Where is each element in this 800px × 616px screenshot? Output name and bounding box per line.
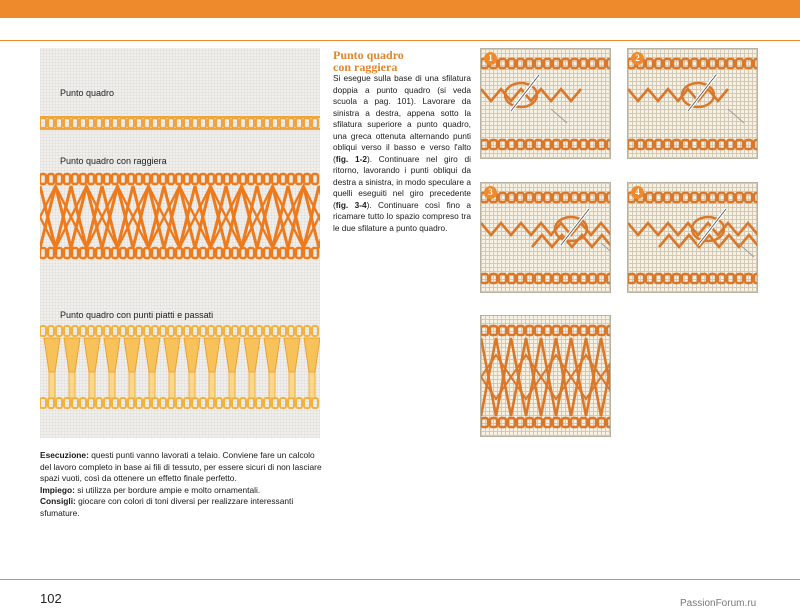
- diagram-4-drawing: [628, 183, 758, 293]
- body-text-part3: ). Continuare così fino a ricamare tutto lo spazio compreso tra le due sfilature a punto quadro.: [333, 199, 471, 233]
- top-accent-bar: [0, 0, 800, 18]
- section-title-line2: con raggiera: [333, 60, 398, 74]
- diagram-step-1: [480, 48, 611, 159]
- use-note: [40, 485, 322, 497]
- watermark: PassionForum.ru: [680, 598, 757, 609]
- diagram-step-3: [480, 182, 611, 293]
- sample-band-raggiera: [40, 172, 320, 262]
- diagram-number-badge: 3: [484, 186, 497, 199]
- embroidery-sample-photo: [40, 48, 320, 438]
- execution-label: Esecuzione:: [40, 450, 89, 460]
- diagram-number-badge: 4: [631, 186, 644, 199]
- body-text-part2: ). Continuare nel giro di ritorno, lavorando i punti obliqui da destra a sinistra, in modo speculare a quelli eseguiti nel giro precedente (: [333, 153, 471, 210]
- section-title: [333, 49, 473, 73]
- body-text-part1: Si esegue sulla base di una sfilatura doppia a punto quadro (si veda scuola a pag. 101). Lavorare da sinistra a destra, appena sotto la sfilatura superiore a punto quadro, una greca ottenuta alternando punti obliqui verso il basso e verso l'alto (: [333, 73, 471, 164]
- diagram-3-drawing: [481, 183, 611, 293]
- section-title-line1: Punto quadro: [333, 48, 404, 62]
- tips-text: giocare con colori di toni diversi per realizzare interessanti sfumature.: [40, 496, 294, 518]
- footer-rule: [0, 579, 800, 580]
- diagram-step-2: [627, 48, 758, 159]
- diagram-number-badge: 2: [631, 52, 644, 65]
- section-body: [333, 73, 471, 234]
- notes-block: [40, 450, 322, 520]
- diagram-finished: [480, 315, 611, 437]
- sample-label-punti-piatti: Punto quadro con punti piatti e passati: [60, 310, 214, 320]
- sample-band-punti-piatti: [40, 324, 320, 414]
- sample-band-punto-quadro: [40, 114, 320, 132]
- execution-note: [40, 450, 322, 485]
- sample-label-punto-quadro: Punto quadro: [60, 88, 115, 98]
- diagram-1-drawing: [481, 49, 611, 159]
- figure-reference-1-2: fig. 1-2: [335, 153, 367, 164]
- diagram-number-badge: 1: [484, 52, 497, 65]
- diagram-step-4: [627, 182, 758, 293]
- execution-text: questi punti vanno lavorati a telaio. Conviene fare un calcolo del lavoro completo in base ai fili di tessuto, per essere sicuri di non lasciare spazi vuoti, così da ottenere un effetto finale perfetto.: [40, 450, 322, 484]
- page-number: 102: [40, 591, 62, 606]
- sample-label-raggiera: Punto quadro con raggiera: [60, 156, 167, 166]
- figure-reference-3-4: fig. 3-4: [335, 199, 367, 210]
- diagram-2-drawing: [628, 49, 758, 159]
- header-rule: [0, 40, 800, 41]
- use-label: Impiego:: [40, 484, 75, 495]
- diagram-finished-drawing: [481, 316, 611, 437]
- tips-note: [40, 496, 322, 519]
- use-text: si utilizza per bordure ampie e molto ornamentali.: [74, 484, 261, 495]
- tips-label: Consigli:: [40, 496, 76, 507]
